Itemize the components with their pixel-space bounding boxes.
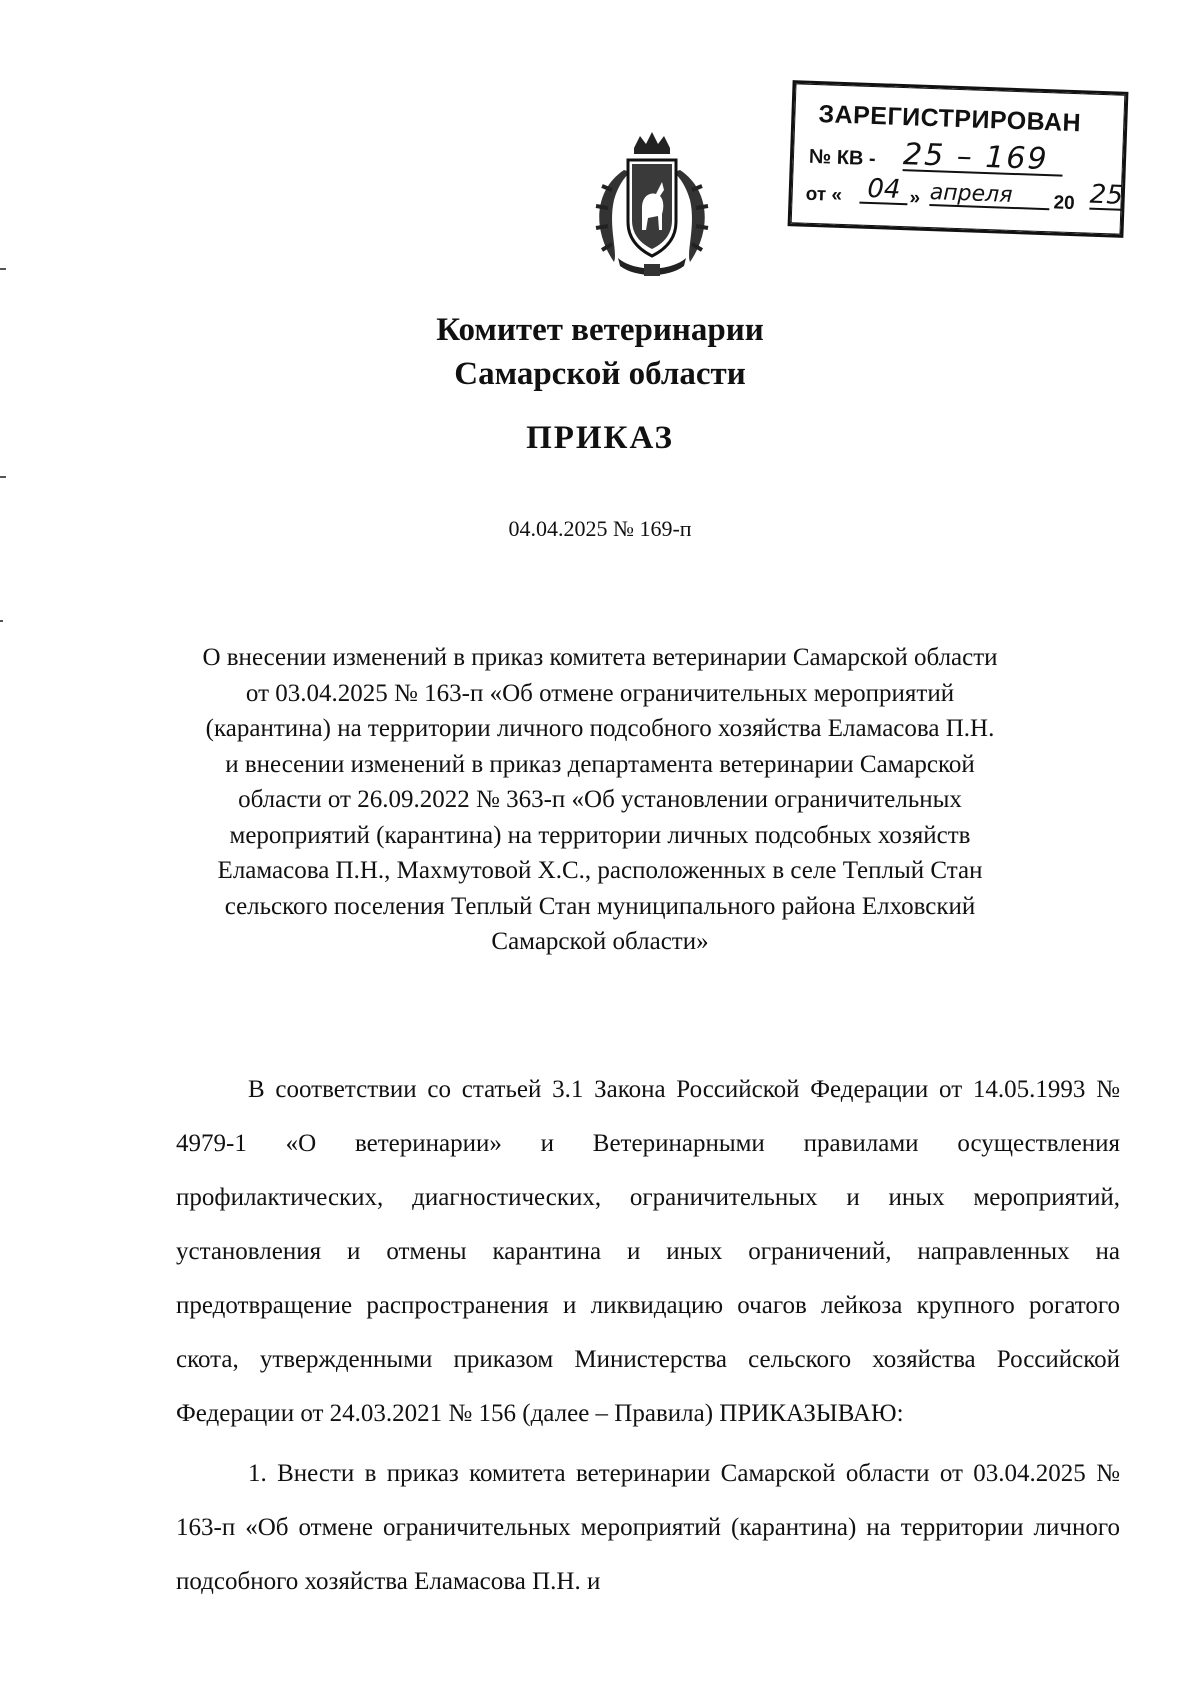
subject-line: сельского поселения Теплый Стан муниципального района Елховский [224,892,976,920]
document-body [176,1063,1120,1609]
scan-edge-mark [0,268,6,270]
stamp-number-prefix: № КВ - [808,145,877,171]
subject-line: и внесении изменений в приказ департамента ветеринарии Самарской [225,750,975,778]
stamp-date-quote-close: » [909,187,921,209]
stamp-month-handwritten: апреля [929,180,1050,210]
document-date-number: 04.04.2025 № 169-п [508,516,692,541]
subject-line: области от 26.09.2022 № 363-п «Об установлении ограничительных [238,786,962,813]
stamp-title: ЗАРЕГИСТРИРОВАН [817,100,1082,138]
subject-line: Еламасова П.Н., Махмутовой Х.С., расположенных в селе Теплый Стан [217,857,983,884]
document-subject [170,640,1030,960]
organization-name-line-1: Комитет ветеринарии [436,312,764,348]
document-type: ПРИКАЗ [526,420,674,456]
scan-edge-mark [0,476,6,478]
registration-stamp [788,80,1129,238]
organization-name [0,308,1200,396]
body-paragraph-preamble: В соответствии со статьей 3.1 Закона Российской Федерации от 14.05.1993 № 4979-1 «О ветеринарии» и Ветеринарными правилами осуществления профилактических, диагностических, ограничительных и иных мероприятий, установления и отмены карантина и иных ограничений, направленных на предотвращение распространения и ликвидацию очагов лейкоза крупного рогатого скота, утвержденными приказом Министерства сельского хозяйства Российской Федерации от 24.03.2021 № 156 (далее – Правила) ПРИКАЗЫВАЮ: [176,1076,1120,1427]
subject-line: (карантина) на территории личного подсобного хозяйства Еламасова П.Н. [205,715,995,742]
stamp-date-prefix: от « [805,183,843,206]
stamp-year-prefix: 20 [1053,192,1076,215]
subject-line: мероприятий (карантина) на территории личных подсобных хозяйств [229,821,971,849]
stamp-day-handwritten: 04 [859,174,908,206]
scan-edge-mark [0,620,3,622]
stamp-year-handwritten: 25 [1089,179,1124,211]
subject-line: О внесении изменений в приказ комитета ветеринарии Самарской области [202,644,998,671]
coat-of-arms-icon [584,130,720,280]
organization-name-line-2: Самарской области [454,356,746,392]
subject-line: Самарской области» [491,928,709,955]
subject-line: от 03.04.2025 № 163-п «Об отмене ограничительных мероприятий [245,679,955,707]
body-paragraph-item-1: 1. Внести в приказ комитета ветеринарии Самарской области от 03.04.2025 № 163-п «Об отмене ограничительных мероприятий (карантина) на территории личного подсобного хозяйства Еламасова П.Н. и [176,1460,1120,1595]
stamp-number-handwritten: 25 – 169 [903,137,1064,177]
